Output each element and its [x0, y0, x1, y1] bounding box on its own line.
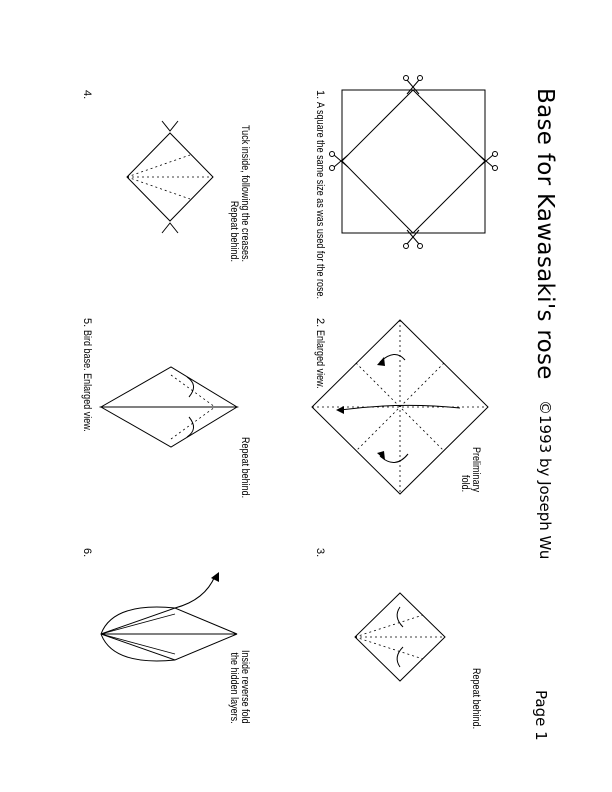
step-5-caption: Bird base. Enlarged view.	[81, 330, 93, 432]
scissors-icon	[479, 152, 498, 171]
step-2-number: 2.	[314, 318, 326, 328]
kite-shape	[127, 133, 213, 221]
page-number: Page 1	[532, 690, 550, 741]
bird-base-upper	[101, 608, 237, 634]
step-3-diagram	[345, 585, 455, 695]
crease-lines	[127, 155, 213, 199]
step-5-note: Repeat behind.	[239, 437, 251, 499]
step-3-number: 3.	[314, 548, 326, 558]
crease-lines	[312, 320, 488, 494]
scissors-icon	[330, 152, 349, 171]
step-6-note: Inside reverse fold the hidden layers.	[228, 650, 251, 724]
step-6-diagram	[95, 568, 245, 693]
scissors-icon	[404, 76, 423, 95]
step-4-note: Tuck inside, following the creases. Repeat behind.	[228, 125, 251, 263]
step-5-diagram	[95, 355, 245, 460]
diamond-fold-lines	[342, 90, 485, 233]
step-5-number: 5.	[81, 318, 93, 328]
page-title: Base for Kawasaki's rose	[532, 88, 558, 380]
step-1-diagram	[320, 70, 510, 260]
paper-square	[342, 90, 485, 233]
arrowhead-icon	[211, 572, 219, 582]
step-2-caption: Enlarged view.	[314, 330, 326, 389]
bird-base-lower	[101, 407, 237, 447]
step-1-number: 1.	[314, 90, 326, 100]
step-4-diagram	[115, 115, 225, 240]
step-2-note: Preliminary fold.	[459, 447, 482, 493]
copyright-line: ©1993 by Joseph Wu	[536, 400, 554, 560]
crease-lines	[355, 615, 445, 659]
step-3-note: Repeat behind.	[470, 668, 482, 730]
arrowhead-icon	[336, 357, 385, 460]
valley-mark-icon	[162, 121, 178, 233]
step-4-number: 4.	[81, 90, 93, 100]
step-6-number: 6.	[81, 548, 93, 558]
bird-base-lower	[101, 634, 237, 660]
bird-base-upper	[101, 367, 237, 407]
step-1-caption: A square the same size as was used for the rose.	[314, 102, 326, 300]
step-2-diagram	[300, 310, 500, 510]
